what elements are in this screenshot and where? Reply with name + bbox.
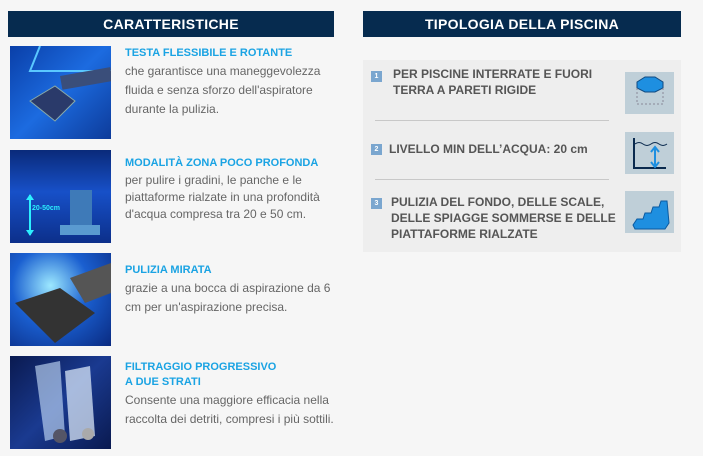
filter-image [10,356,111,449]
feature-text: grazie a una bocca di aspirazione da 6 cm per un'aspirazione precisa. [125,281,331,314]
item-label: LIVELLO MIN DELL’ACQUA: 20 cm [389,142,588,156]
item-number: 3 [371,198,382,209]
shallow-mode-image [10,150,111,243]
pool-type-panel [363,60,681,252]
depth-label: 20-50cm [32,205,61,212]
feature-text: Consente una maggiore efficacia nella raccolta dei detriti, compresi i più sottili. [125,393,334,426]
feature-title: TESTA FLESSIBILE E ROTANTE [125,47,293,59]
item-label: PULIZIA DEL FONDO, DELLE SCALE, DELLE SPIAGGE SOMMERSE E DELLE PIATTAFORME RIALZATE [391,195,616,241]
features-header: CARATTERISTICHE [8,11,334,37]
item-number: 1 [371,71,382,82]
item-number: 2 [371,144,382,155]
flexible-head-image [10,46,111,139]
stairs-icon [625,191,674,233]
feature-title: FILTRAGGIO PROGRESSIVO A DUE STRATI [125,361,277,388]
divider [375,120,609,121]
divider [375,179,609,180]
feature-filter [10,356,340,450]
item-label: PER PISCINE INTERRATE E FUORI TERRA A PARETI RIGIDE [393,67,593,97]
feature-text: che garantisce una maneggevolezza fluida e senza sforzo dell'aspiratore durante la pulizia. [125,64,321,116]
pool-type-header: TIPOLOGIA DELLA PISCINA [363,11,681,37]
feature-title: MODALITÀ ZONA POCO PROFONDA [125,157,319,169]
feature-shallow-mode [10,150,340,244]
feature-title: PULIZIA MIRATA [125,264,212,276]
feature-targeted-cleaning [10,253,340,347]
pool-icon [625,72,674,114]
water-level-icon [625,132,674,174]
feature-text: per pulire i gradini, le panche e le piattaforme rialzate in una profondità d'acqua compresa tra 20 e 50 cm. [125,173,320,221]
suction-mouth-image [10,253,111,346]
feature-flexible-head [10,46,340,140]
